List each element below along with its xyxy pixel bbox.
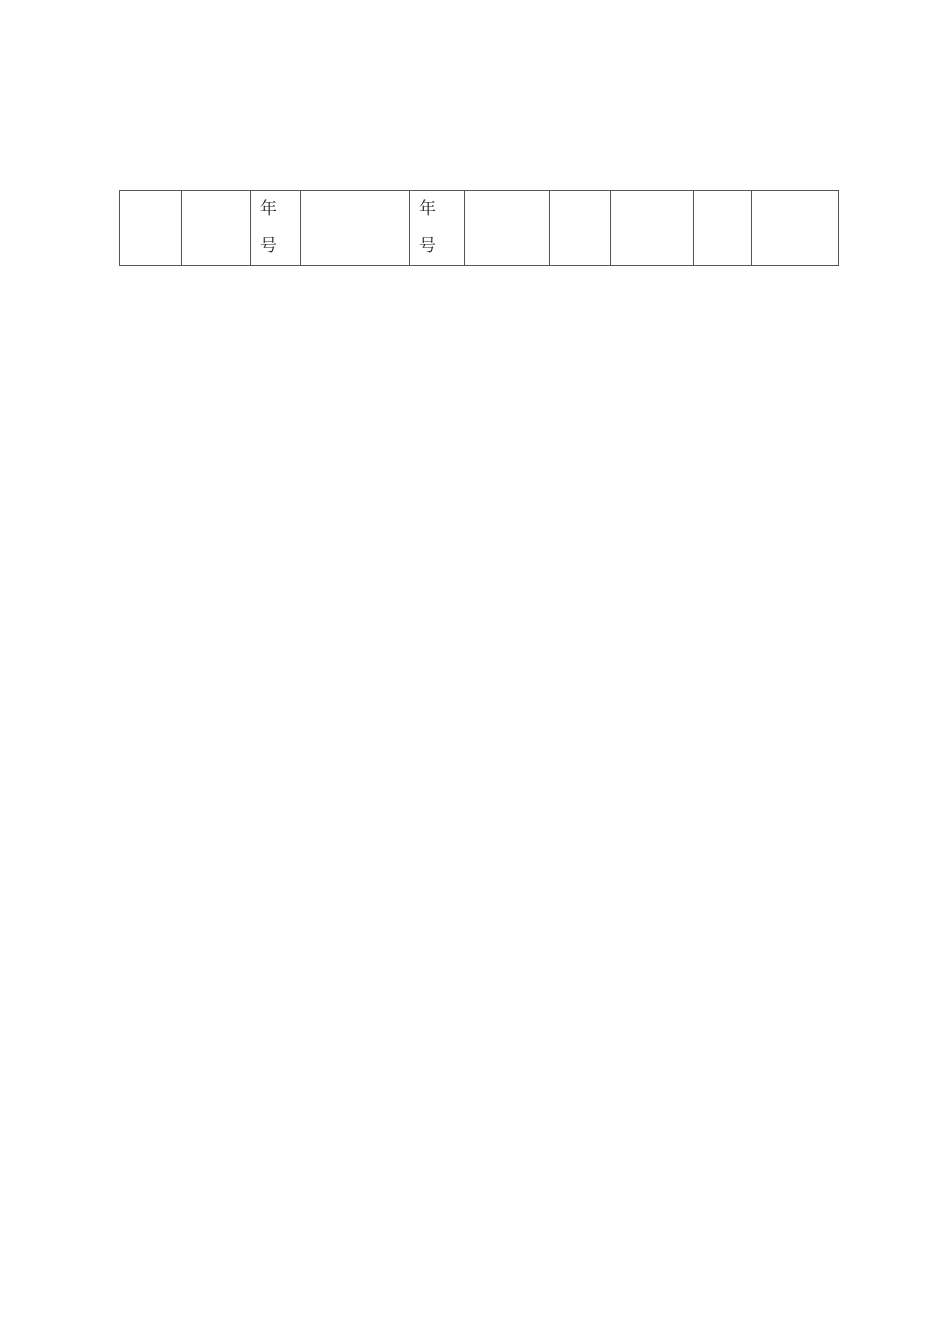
header-cell [120, 191, 182, 266]
header-cell [410, 191, 465, 266]
nayin-table [119, 190, 839, 266]
header-cell [550, 191, 611, 266]
header-char: 号 [419, 236, 436, 256]
header-cell [251, 191, 301, 266]
header-cell [694, 191, 752, 266]
header-row [120, 191, 839, 266]
header-cell [611, 191, 694, 266]
header-cell [465, 191, 550, 266]
header-char: 号 [260, 236, 277, 256]
header-cell [752, 191, 839, 266]
header-char: 年 [260, 199, 277, 219]
header-char: 年 [419, 199, 436, 219]
header-cell [182, 191, 251, 266]
header-cell [301, 191, 410, 266]
